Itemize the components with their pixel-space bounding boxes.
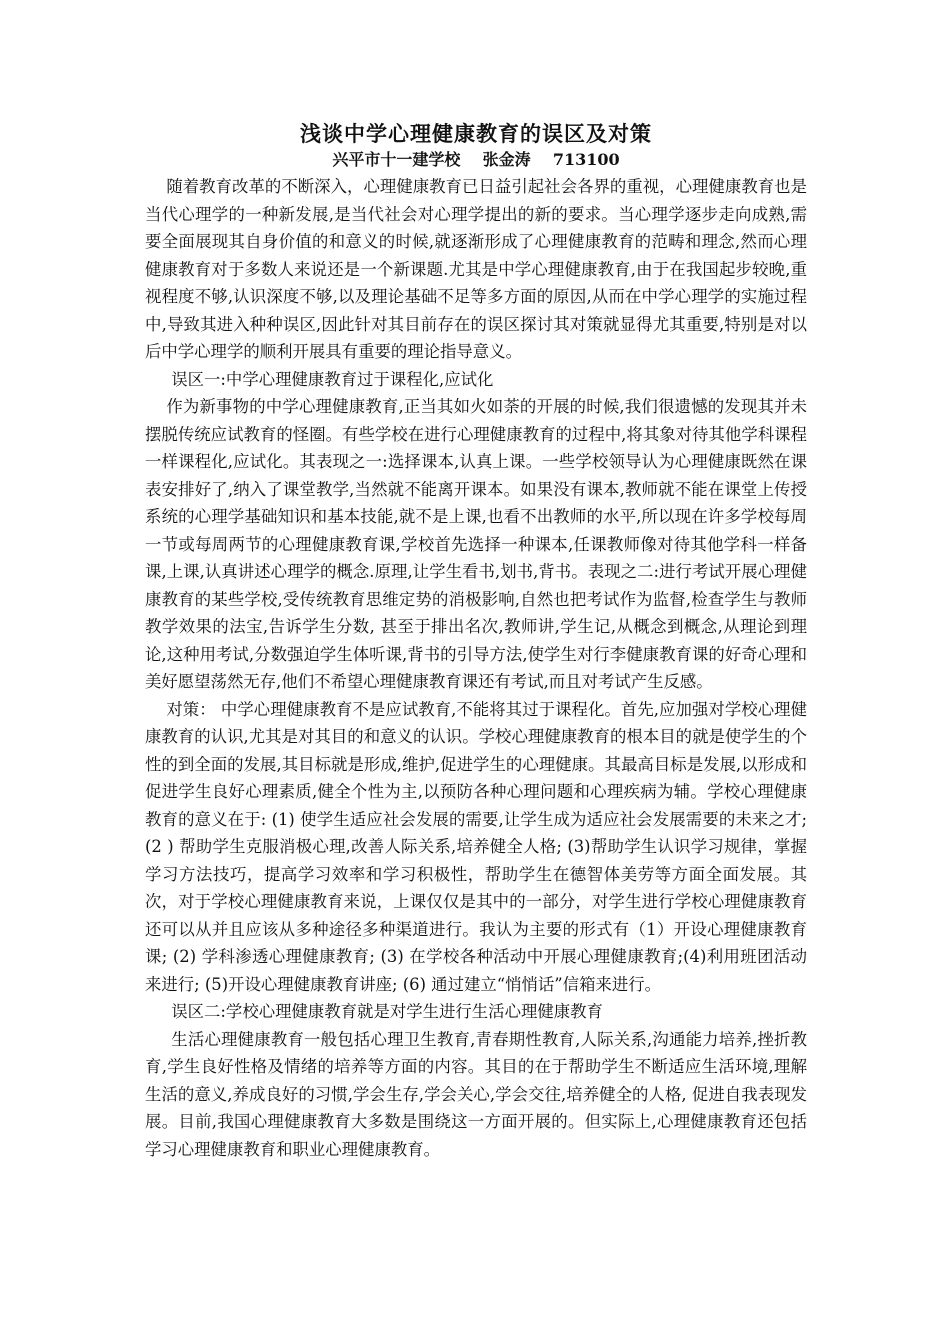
intro-paragraph: 随着教育改革的不断深入，心理健康教育已日益引起社会各界的重视，心理健康教育也是当代心理学的一种新发展,是当代社会对心理学提出的新的要求。当心理学逐步走向成熟,需要全面展现其自身价值的和意义的时候,就逐渐形成了心理健康教育的范畴和理念,然而心理健康教育对于多数人来说还是一个新课题.尤其是中学心理健康教育,由于在我国起步较晚,重视程度不够,认识深度不够,以及理论基础不足等多方面的原因,从而在中学心理学的实施过程中,导致其进入种种误区,因此针对其目前存在的误区探讨其对策就显得尤其重要,特别是对以后中学心理学的顺利开展具有重要的理论指导意义。 (145, 177, 807, 361)
author-byline: 兴平市十一建学校 张金涛 713100 (332, 150, 620, 169)
body-paragraph-misconception-2: 生活心理健康教育一般包括心理卫生教育,青春期性教育,人际关系,沟通能力培养,挫折教育,学生良好性格及情绪的培养等方面的内容。其目的在于帮助学生不断适应生活环境,理解生活的意义,养成良好的习惯,学会生存,学会关心,学会交往,培养健全的人格, 促进自我表现发展。目前,我国心理健康教育大多数是围绕这一方面开展的。但实际上,心理健康教育还包括学习心理健康教育和职业心理健康教育。 (145, 1029, 807, 1159)
body-paragraph-misconception-1: 作为新事物的中学心理健康教育,正当其如火如荼的开展的时候,我们很遗憾的发现其并未摆脱传统应试教育的怪圈。有些学校在进行心理健康教育的过程中,将其象对待其他学科课程一样课程化,应试化。其表现之一:选择课本,认真上课。一些学校领导认为心理健康既然在课表安排好了,纳入了课堂教学,当然就不能离开课本。如果没有课本,教师就不能在课堂上传授系统的心理学基础知识和基本技能,就不是上课,也看不出教师的水平,所以现在许多学校每周一节或每周两节的心理健康教育课,学校首先选择一种课本,任课教师像对待其他学科一样备课,上课,认真讲述心理学的概念.原理,让学生看书,划书,背书。表现之二:进行考试开展心理健康教育的某些学校,受传统教育思维定势的消极影响,自然也把考试作为监督,检查学生与教师教学效果的法宝,告诉学生分数, 甚至于排出名次,教师讲,学生记,从概念到概念,从理论到理论,这种用考试,分数强迫学生体听课,背书的引导方法,使学生对行李健康教育课的好奇心理和美好愿望荡然无存,他们不希望心理健康教育课还有考试,而且对考试产生反感。 (145, 397, 807, 691)
section-heading-misconception-2: 误区二:学校心理健康教育就是对学生进行生活心理健康教育 (171, 1002, 603, 1021)
document-title: 浅谈中学心理健康教育的误区及对策 (300, 121, 652, 146)
section-heading-misconception-1: 误区一:中学心理健康教育过于课程化,应试化 (171, 369, 494, 389)
document-page (145, 120, 807, 1163)
strategy-paragraph-1: 对策： 中学心理健康教育不是应试教育,不能将其过于课程化。首先,应加强对学校心理健康教育的认识,尤其是对其目的和意义的认识。学校心理健康教育的根本目的就是使学生的个性的到全面的发展,其目标就是形成,维护,促进学生的心理健康。其最高目标是发展,以形成和促进学生良好心理素质,健全个性为主,以预防各种心理问题和心理疾病为辅。学校心理健康教育的意义在于: (1) 使学生适应社会发展的需要,让学生成为适应社会发展需要的未来之才; (2 ) 帮助学生克服消极心理,改善人际关系,培养健全人格; (3)帮助学生认识学习规律，掌握学习方法技巧，提高学习效率和学习积极性，帮助学生在德智体美劳等方面全面发展。其次，对于学校心理健康教育来说，上课仅仅是其中的一部分，对学生进行学校心理健康教育还可以从并且应该从多种途径多种渠道进行。我认为主要的形式有（1）开设心理健康教育课; (2) 学科渗透心理健康教育; (3) 在学校各种活动中开展心理健康教育;(4)利用班团活动来进行; (5)开设心理健康教育讲座; (6) 通过建立“悄悄话”信箱来进行。 (145, 699, 807, 994)
